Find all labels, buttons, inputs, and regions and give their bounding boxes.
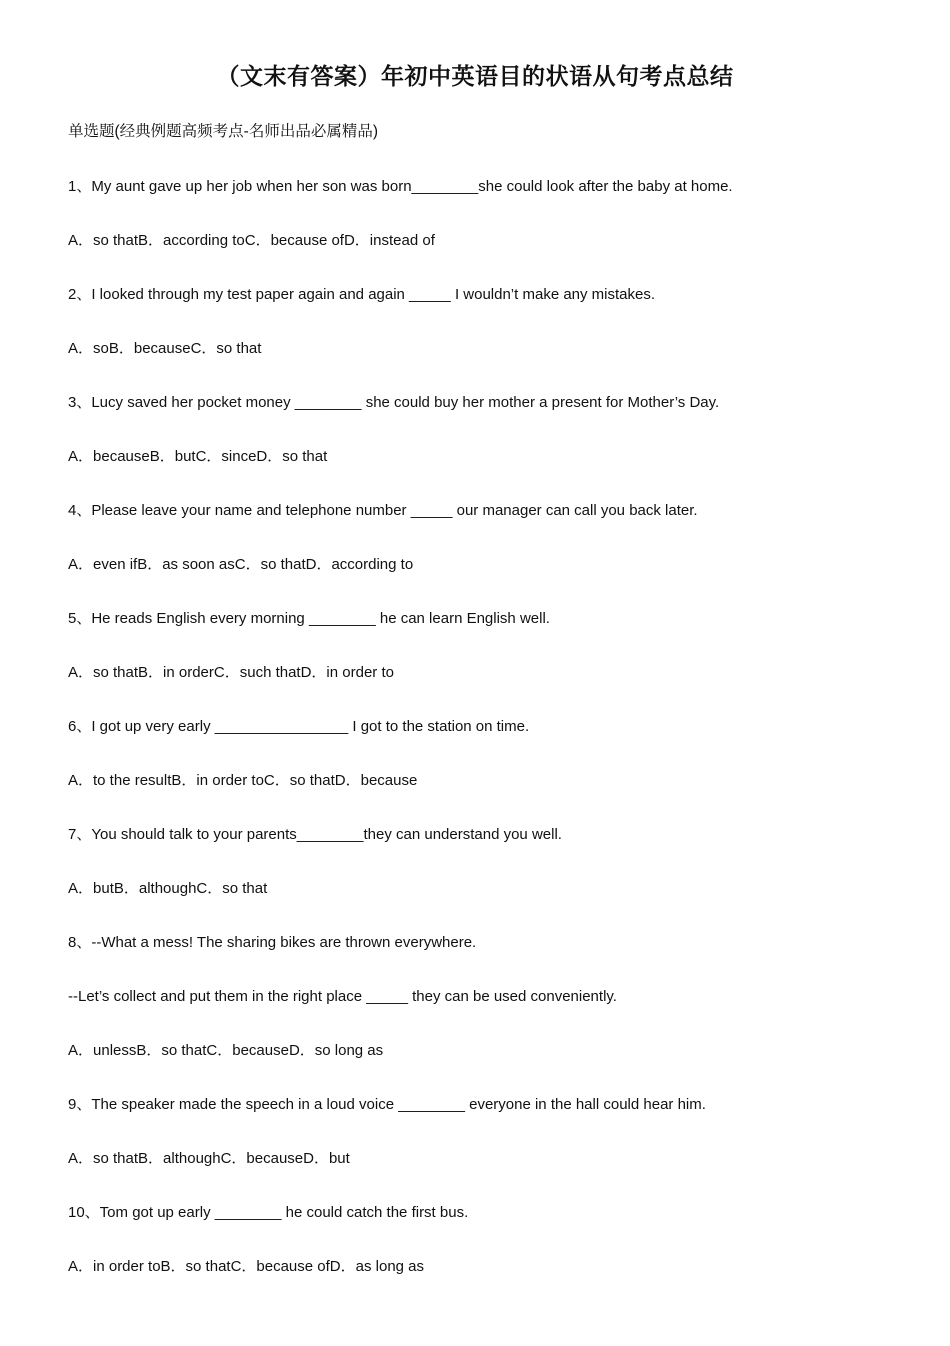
section-header: 单选题(经典例题高频考点-名师出品必属精品) bbox=[68, 123, 378, 140]
question-1: 1、My aunt gave up her job when her son was born________she could look after the baby at home. bbox=[68, 178, 733, 195]
question-9: 9、The speaker made the speech in a loud voice ________ everyone in the hall could hear him. bbox=[68, 1096, 706, 1113]
options-3: A．becauseB．butC．sinceD．so that bbox=[68, 448, 328, 465]
options-5: A．so thatB．in orderC．such thatD．in order to bbox=[68, 664, 394, 681]
question-8: 8、--What a mess! The sharing bikes are thrown everywhere. bbox=[68, 934, 477, 951]
question-7: 7、You should talk to your parents________they can understand you well. bbox=[68, 826, 562, 843]
question-4: 4、Please leave your name and telephone number _____ our manager can call you back later. bbox=[68, 502, 698, 519]
question-3: 3、Lucy saved her pocket money ________ she could buy her mother a present for Mother’s Day. bbox=[68, 394, 720, 411]
options-4: A．even ifB．as soon asC．so thatD．according to bbox=[68, 556, 414, 573]
question-8-reply: --Let’s collect and put them in the right place _____ they can be used conveniently. bbox=[68, 988, 617, 1005]
question-5: 5、He reads English every morning ________ he can learn English well. bbox=[68, 610, 550, 627]
options-9: A．so thatB．althoughC．becauseD．but bbox=[68, 1150, 350, 1167]
page-title: （文末有答案）年初中英语目的状语从句考点总结 bbox=[216, 63, 734, 89]
options-8: A．unlessB．so thatC．becauseD．so long as bbox=[68, 1042, 384, 1059]
options-1: A．so thatB．according toC．because ofD．instead of bbox=[68, 232, 435, 249]
options-6: A．to the resultB．in order toC．so thatD．because bbox=[68, 772, 418, 789]
question-2: 2、I looked through my test paper again and again _____ I wouldn’t make any mistakes. bbox=[68, 286, 656, 303]
options-7: A．butB．althoughC．so that bbox=[68, 880, 268, 897]
question-10: 10、Tom got up early ________ he could catch the first bus. bbox=[68, 1204, 469, 1221]
options-10: A．in order toB．so thatC．because ofD．as long as bbox=[68, 1258, 425, 1275]
question-6: 6、I got up very early ________________ I got to the station on time. bbox=[68, 718, 530, 735]
options-2: A．soB．becauseC．so that bbox=[68, 340, 262, 357]
